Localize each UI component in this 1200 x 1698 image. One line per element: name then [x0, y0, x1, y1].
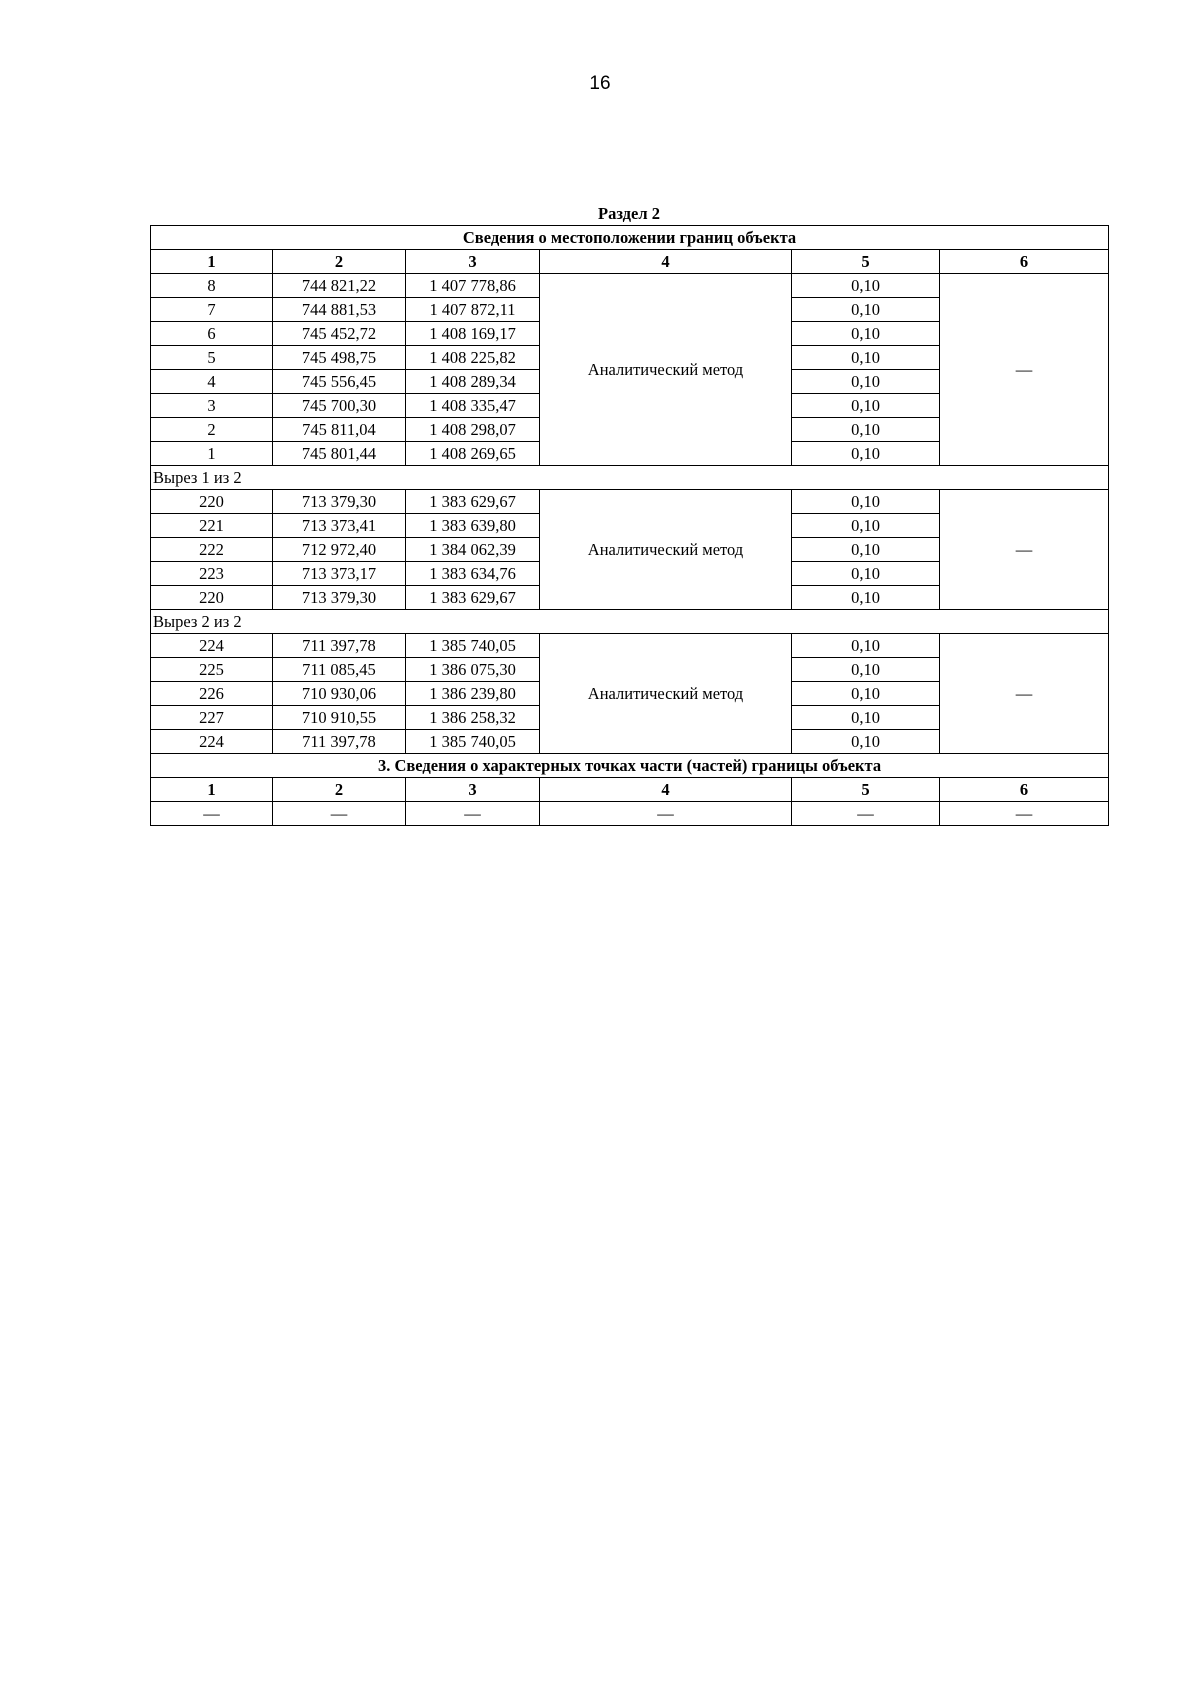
point-number-cell: 6 — [151, 322, 273, 346]
coordinate-y-cell: 1 383 634,76 — [406, 562, 540, 586]
column-number-cell: 2 — [273, 250, 406, 274]
column-number-cell: 3 — [406, 778, 540, 802]
description-dash-cell: — — [940, 274, 1109, 466]
coordinate-x-cell: 745 498,75 — [273, 346, 406, 370]
coordinate-x-cell: 745 801,44 — [273, 442, 406, 466]
point-number-cell: 2 — [151, 418, 273, 442]
coordinate-y-cell: 1 407 872,11 — [406, 298, 540, 322]
coordinate-y-cell: 1 408 289,34 — [406, 370, 540, 394]
column-number-cell: 5 — [792, 778, 940, 802]
coordinate-x-cell: 711 397,78 — [273, 730, 406, 754]
coordinate-y-cell: 1 384 062,39 — [406, 538, 540, 562]
accuracy-cell: 0,10 — [792, 322, 940, 346]
coordinate-x-cell: 711 085,45 — [273, 658, 406, 682]
accuracy-cell: 0,10 — [792, 514, 940, 538]
accuracy-cell: 0,10 — [792, 562, 940, 586]
accuracy-cell: 0,10 — [792, 442, 940, 466]
accuracy-cell: 0,10 — [792, 490, 940, 514]
description-dash-cell: — — [940, 490, 1109, 610]
point-number-cell: 5 — [151, 346, 273, 370]
part3-dash-cell: — — [940, 802, 1109, 826]
column-number-cell: 1 — [151, 250, 273, 274]
column-number-cell: 6 — [940, 778, 1109, 802]
coordinate-x-cell: 745 452,72 — [273, 322, 406, 346]
coordinate-y-cell: 1 408 169,17 — [406, 322, 540, 346]
table-row — [151, 490, 1109, 514]
coordinate-x-cell: 711 397,78 — [273, 634, 406, 658]
coordinate-y-cell: 1 383 629,67 — [406, 586, 540, 610]
coordinate-y-cell: 1 385 740,05 — [406, 730, 540, 754]
cutout-subtitle: Вырез 2 из 2 — [151, 610, 1109, 634]
part3-dash-cell: — — [792, 802, 940, 826]
accuracy-cell: 0,10 — [792, 658, 940, 682]
coordinate-y-cell: 1 385 740,05 — [406, 634, 540, 658]
column-number-cell: 4 — [540, 250, 792, 274]
cutout-subtitle: Вырез 1 из 2 — [151, 466, 1109, 490]
accuracy-cell: 0,10 — [792, 730, 940, 754]
accuracy-cell: 0,10 — [792, 538, 940, 562]
accuracy-cell: 0,10 — [792, 346, 940, 370]
accuracy-cell: 0,10 — [792, 370, 940, 394]
point-number-cell: 224 — [151, 730, 273, 754]
coordinate-x-cell: 745 556,45 — [273, 370, 406, 394]
coordinate-y-cell: 1 407 778,86 — [406, 274, 540, 298]
accuracy-cell: 0,10 — [792, 706, 940, 730]
coordinate-y-cell: 1 386 239,80 — [406, 682, 540, 706]
accuracy-cell: 0,10 — [792, 418, 940, 442]
coordinate-y-cell: 1 408 298,07 — [406, 418, 540, 442]
column-number-cell: 6 — [940, 250, 1109, 274]
coordinate-y-cell: 1 408 335,47 — [406, 394, 540, 418]
coordinate-y-cell: 1 383 639,80 — [406, 514, 540, 538]
coordinate-y-cell: 1 386 075,30 — [406, 658, 540, 682]
method-cell: Аналитический метод — [540, 274, 792, 466]
part3-title: 3. Сведения о характерных точках части (частей) границы объекта — [151, 754, 1109, 778]
accuracy-cell: 0,10 — [792, 682, 940, 706]
column-number-cell: 3 — [406, 250, 540, 274]
coordinate-y-cell: 1 408 269,65 — [406, 442, 540, 466]
coordinate-x-cell: 710 910,55 — [273, 706, 406, 730]
part3-title-row — [151, 754, 1109, 778]
cutout-subtitle-row — [151, 466, 1109, 490]
point-number-cell: 222 — [151, 538, 273, 562]
point-number-cell: 220 — [151, 586, 273, 610]
table-title: Сведения о местоположении границ объекта — [151, 226, 1109, 250]
coordinate-x-cell: 710 930,06 — [273, 682, 406, 706]
accuracy-cell: 0,10 — [792, 274, 940, 298]
description-dash-cell: — — [940, 634, 1109, 754]
table-row — [151, 274, 1109, 298]
accuracy-cell: 0,10 — [792, 586, 940, 610]
point-number-cell: 223 — [151, 562, 273, 586]
part3-column-number-row — [151, 778, 1109, 802]
point-number-cell: 220 — [151, 490, 273, 514]
point-number-cell: 225 — [151, 658, 273, 682]
column-number-cell: 5 — [792, 250, 940, 274]
page-number: 16 — [589, 73, 611, 94]
part3-dash-cell: — — [273, 802, 406, 826]
column-number-cell: 4 — [540, 778, 792, 802]
part3-empty-row — [151, 802, 1109, 826]
column-number-row — [151, 250, 1109, 274]
coordinate-x-cell: 713 373,41 — [273, 514, 406, 538]
coordinate-x-cell: 745 700,30 — [273, 394, 406, 418]
accuracy-cell: 0,10 — [792, 394, 940, 418]
point-number-cell: 1 — [151, 442, 273, 466]
point-number-cell: 227 — [151, 706, 273, 730]
coordinate-y-cell: 1 383 629,67 — [406, 490, 540, 514]
accuracy-cell: 0,10 — [792, 634, 940, 658]
part3-dash-cell: — — [151, 802, 273, 826]
accuracy-cell: 0,10 — [792, 298, 940, 322]
point-number-cell: 7 — [151, 298, 273, 322]
coordinate-x-cell: 744 821,22 — [273, 274, 406, 298]
point-number-cell: 4 — [151, 370, 273, 394]
table-row — [151, 634, 1109, 658]
cutout-subtitle-row — [151, 610, 1109, 634]
coordinate-x-cell: 713 379,30 — [273, 490, 406, 514]
point-number-cell: 3 — [151, 394, 273, 418]
point-number-cell: 221 — [151, 514, 273, 538]
column-number-cell: 1 — [151, 778, 273, 802]
point-number-cell: 8 — [151, 274, 273, 298]
coordinate-y-cell: 1 386 258,32 — [406, 706, 540, 730]
coordinate-x-cell: 713 373,17 — [273, 562, 406, 586]
section-heading: Раздел 2 — [598, 204, 660, 223]
coordinate-y-cell: 1 408 225,82 — [406, 346, 540, 370]
coordinate-x-cell: 713 379,30 — [273, 586, 406, 610]
coordinate-x-cell: 745 811,04 — [273, 418, 406, 442]
column-number-cell: 2 — [273, 778, 406, 802]
point-number-cell: 226 — [151, 682, 273, 706]
part3-dash-cell: — — [540, 802, 792, 826]
coordinate-x-cell: 712 972,40 — [273, 538, 406, 562]
method-cell: Аналитический метод — [540, 490, 792, 610]
part3-dash-cell: — — [406, 802, 540, 826]
boundary-table — [150, 225, 1109, 826]
point-number-cell: 224 — [151, 634, 273, 658]
coordinate-x-cell: 744 881,53 — [273, 298, 406, 322]
method-cell: Аналитический метод — [540, 634, 792, 754]
